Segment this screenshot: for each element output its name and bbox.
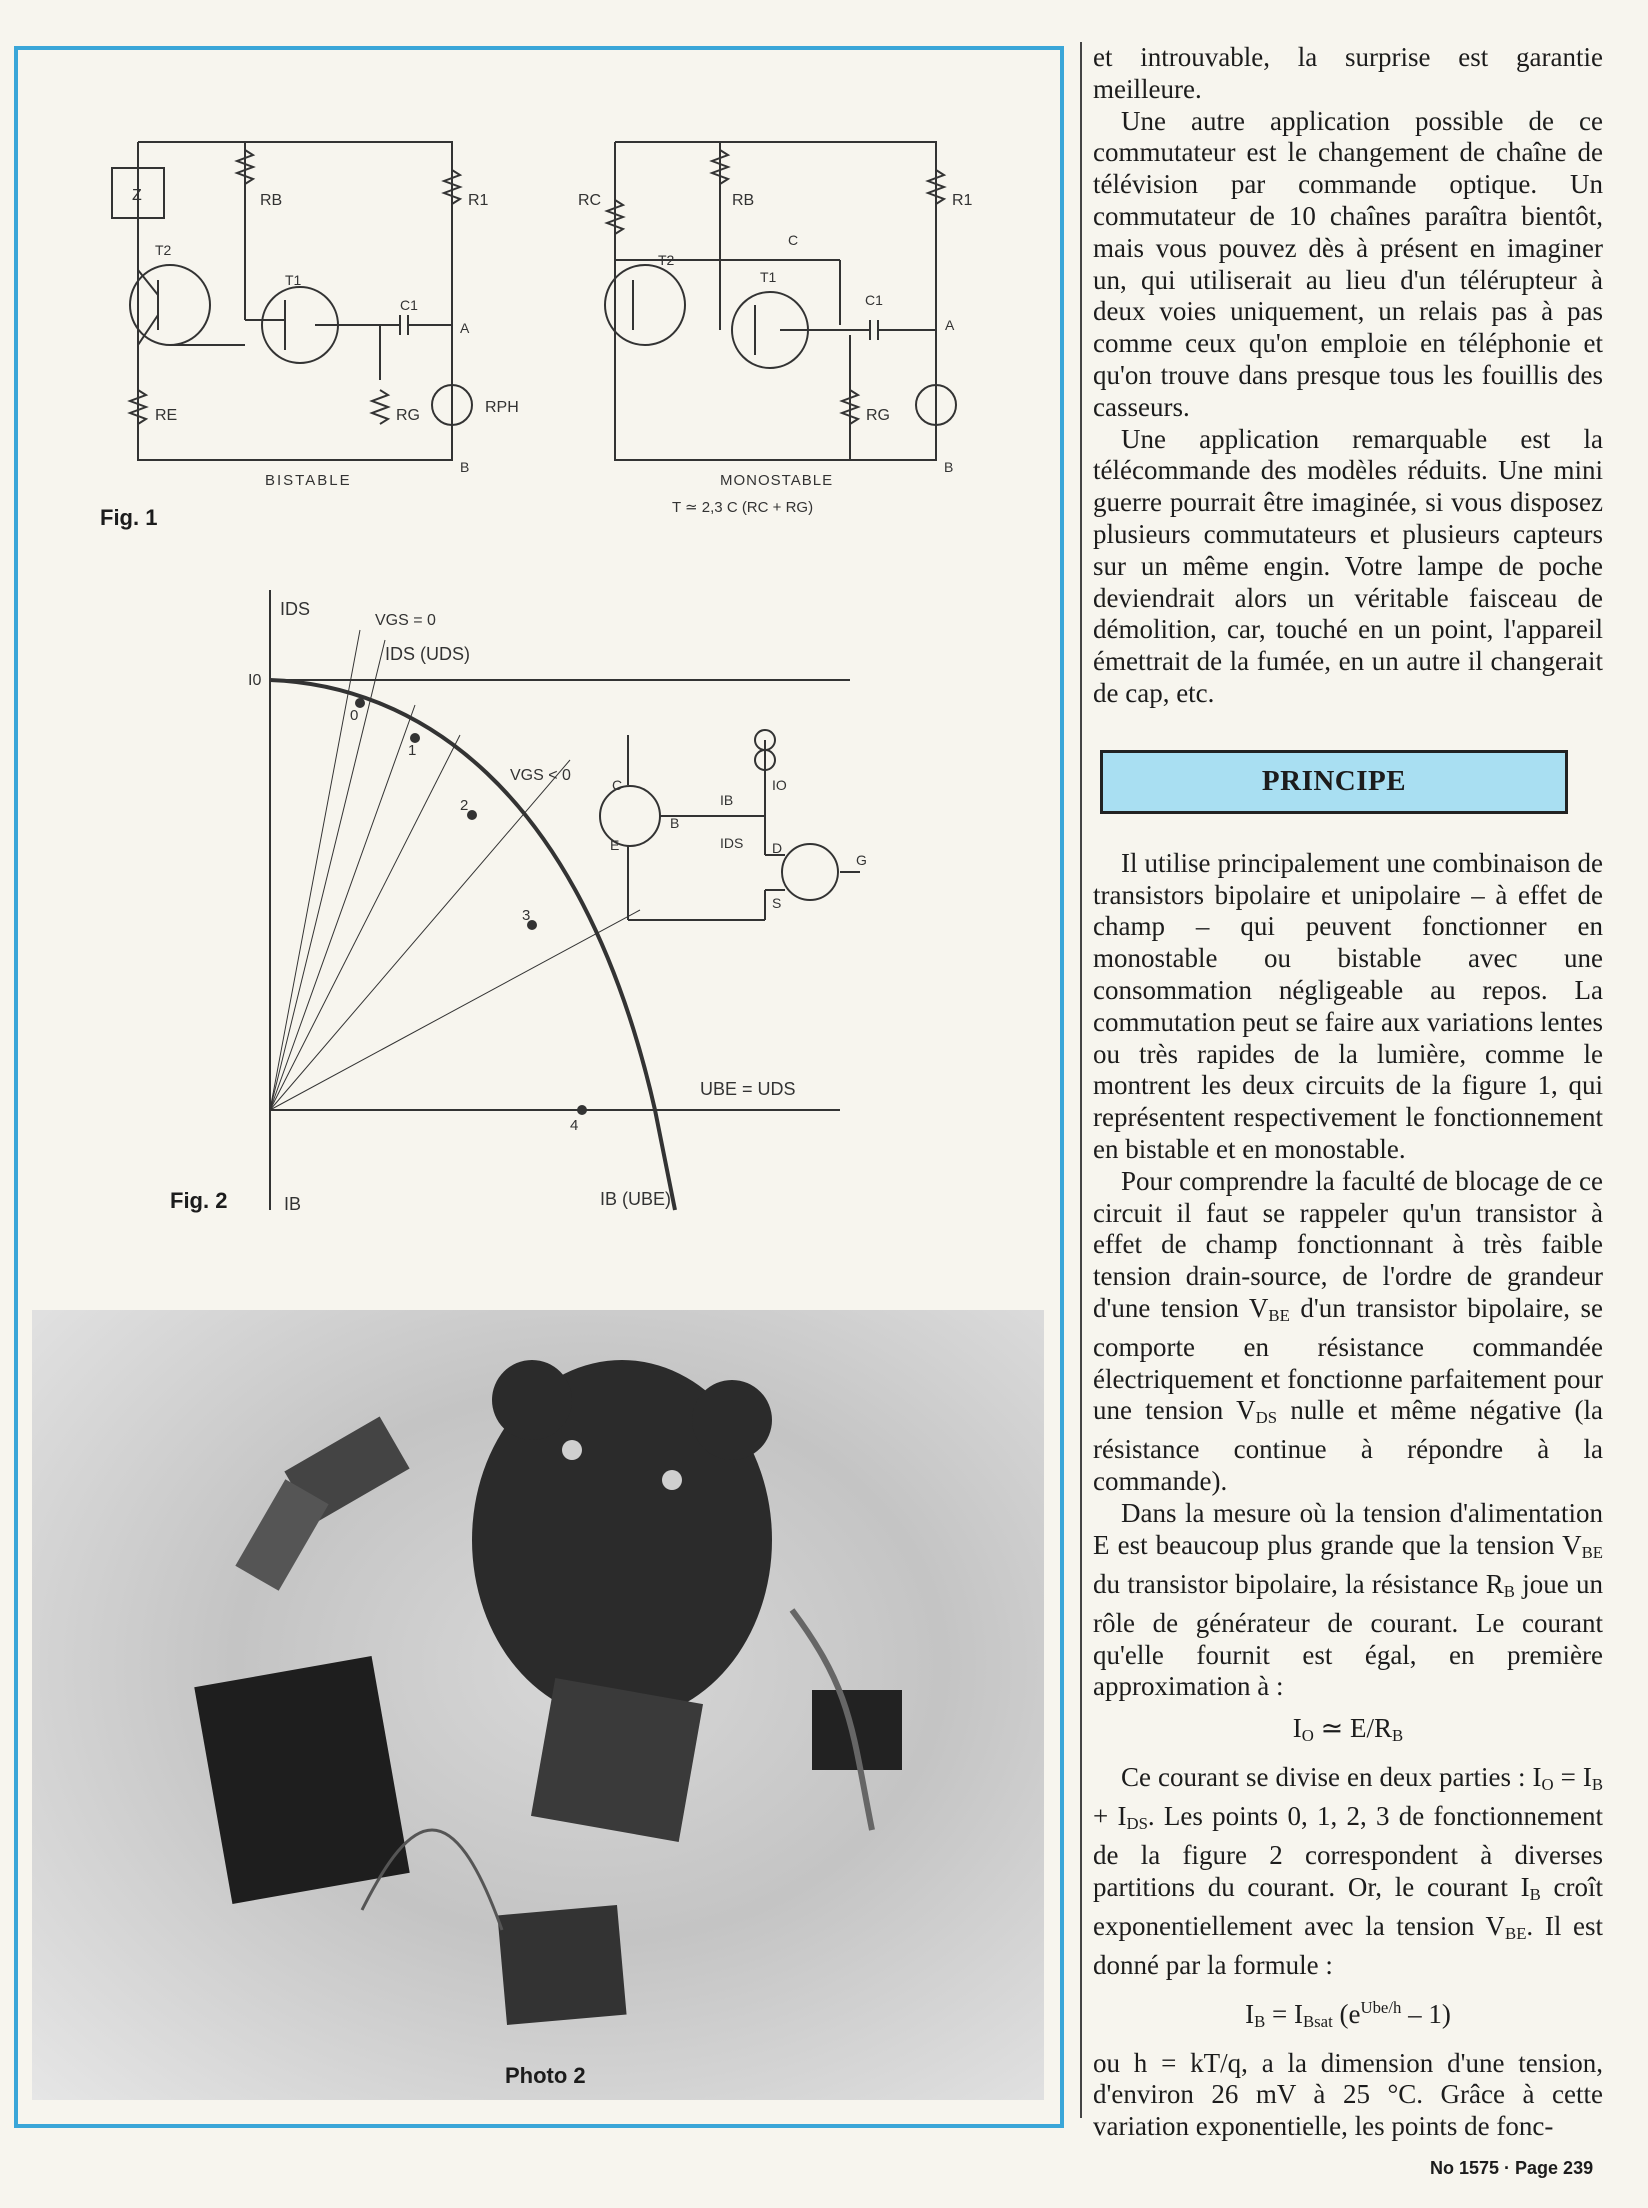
svg-text:IO: IO <box>772 777 787 793</box>
svg-text:2: 2 <box>460 797 469 814</box>
svg-text:4: 4 <box>570 1117 579 1134</box>
figure-1-diagram <box>60 120 1020 540</box>
svg-text:RPH: RPH <box>485 399 519 416</box>
photo-drawing <box>32 1310 1044 2100</box>
svg-text:T1: T1 <box>760 269 777 285</box>
svg-text:T2: T2 <box>658 252 675 268</box>
svg-text:RE: RE <box>155 407 178 424</box>
paragraph: Pour comprendre la faculté de blocage de ce circuit il faut se rappeler qu'un transistor à effet de champ fonctionnant à très faible tension drain-source, de l'ordre de grandeur d'une tension $V_{BE}$ d'un transistor bipolaire, se comporte en résistance commandée électriquement et fonctionne parfaitement pour une tension $V_{DS}$ nulle et même négative (la résistance continue à répondre à la commande). <box>1093 1165 1603 1497</box>
formula: $I_B = I_{Bsat}$ $(e^{Ube/h} - 1)$ <box>1245 1997 1451 2031</box>
paragraph: Il utilise principalement une combinaison de transistors bipolaire et unipolaire – à effet de champ – qui peuvent fonctionner en monostable ou bistable avec une consommation négligeable au repos. La commutation peut se faire aux variations lentes ou très rapides de la lumière, comme le montrent les deux circuits de la figure 1, qui représentent respectivement le fonctionnement en bistable et en monostable. <box>1093 847 1603 1164</box>
svg-text:BISTABLE: BISTABLE <box>265 472 352 489</box>
svg-text:E: E <box>610 837 620 853</box>
svg-text:RB: RB <box>260 192 283 209</box>
paragraph: Ce courant se divise en deux parties : $I_O = I_B + I_{DS}$. Les points 0, 1, 2, 3 de fonctionnement de la figure 2 correspondent à diverses partitions du courant. Or, le courant $I_B$ croît exponentiellement avec la tension $V_{BE}$. Il est donné par la formule : <box>1093 1762 1603 1980</box>
paragraph: Dans la mesure où la tension d'alimentation E est beaucoup plus grande que la tension $V_{BE}$ du transistor bipolaire, la résistance $R_B$ joue un rôle de générateur de courant. Le courant qu'elle fournit est égal, en première approximation à : <box>1093 1498 1603 1702</box>
article-column <box>1093 42 1603 2143</box>
svg-text:IB: IB <box>720 792 734 808</box>
svg-text:IDS: IDS <box>720 835 744 851</box>
svg-text:RG: RG <box>396 407 420 424</box>
svg-text:RG: RG <box>866 407 890 424</box>
svg-text:A: A <box>460 320 470 336</box>
svg-text:C1: C1 <box>400 297 418 313</box>
svg-text:VGS < 0: VGS < 0 <box>510 767 571 784</box>
formula: $I_O$ ≃ $E/R_B$ <box>1292 1713 1404 1746</box>
photo-caption: Photo 2 <box>505 2063 586 2088</box>
svg-text:G: G <box>856 852 867 868</box>
page-footer: No 1575 · Page 239 <box>1430 2158 1594 2178</box>
svg-text:C: C <box>612 777 623 793</box>
column-rule <box>1080 42 1082 2118</box>
svg-text:IDS: IDS <box>280 599 311 619</box>
paragraph: ou h = kT/q, a la dimension d'une tension, d'environ 26 mV à 25 °C. Grâce à cette variation exponentielle, les points de fonc- <box>1093 2047 1603 2142</box>
svg-text:UBE = UDS: UBE = UDS <box>700 1079 796 1099</box>
paragraph: et introuvable, la surprise est garantie meilleure. <box>1093 42 1603 104</box>
svg-text:IB: IB <box>284 1194 302 1214</box>
svg-text:VGS = 0: VGS = 0 <box>375 612 436 629</box>
paragraph: Une application remarquable est la télécommande des modèles réduits. Une mini guerre pourrait être imaginée, si vous disposez plusieurs commutateurs et plusieurs capteurs sur un même engin. Votre lampe de poche deviendrait alors un véritable faisceau de démolition, car, touché en un point, l'appareil émettrait de la fumée, en un autre il changerait de cap, etc. <box>1093 423 1603 708</box>
fig2-caption: Fig. 2 <box>170 1188 228 1213</box>
photo-2 <box>32 1310 1044 2100</box>
svg-text:0: 0 <box>350 707 359 724</box>
svg-text:1: 1 <box>408 742 417 759</box>
svg-text:I0: I0 <box>248 672 262 689</box>
svg-text:R1: R1 <box>468 192 489 209</box>
svg-text:B: B <box>944 459 954 475</box>
fig1-caption: Fig. 1 <box>100 505 158 530</box>
svg-text:Z: Z <box>132 187 142 204</box>
svg-text:IDS (UDS): IDS (UDS) <box>385 644 470 664</box>
svg-text:3: 3 <box>522 907 531 924</box>
svg-text:T2: T2 <box>155 242 172 258</box>
svg-text:RB: RB <box>732 192 755 209</box>
figure-2-diagram <box>160 590 920 1230</box>
svg-text:B: B <box>460 459 470 475</box>
svg-text:B: B <box>670 815 680 831</box>
paragraph: Une autre application possible de ce commutateur est le changement de chaîne de télévision par commande optique. Un commutateur de 10 chaînes paraîtra bientôt, mais vous pouvez dès à présent en imaginer un, qui utiliserait au lieu d'un télérupteur à deux voies uniquement, un relais pas à pas comme ceux qu'on emploie en téléphonie et qu'on trouve dans presque tous les fouillis des casseurs. <box>1093 105 1603 422</box>
svg-text:C: C <box>788 232 799 248</box>
svg-text:C1: C1 <box>865 292 883 308</box>
svg-text:A: A <box>945 317 955 333</box>
svg-text:T1: T1 <box>285 272 302 288</box>
svg-text:RC: RC <box>578 192 602 209</box>
svg-text:R1: R1 <box>952 192 973 209</box>
svg-text:D: D <box>772 840 783 856</box>
section-heading: PRINCIPE <box>1100 750 1568 814</box>
svg-text:S: S <box>772 895 782 911</box>
svg-text:T ≃ 2,3 C (RC + RG): T ≃ 2,3 C (RC + RG) <box>672 499 814 516</box>
svg-text:MONOSTABLE: MONOSTABLE <box>720 472 834 489</box>
svg-text:IB (UBE): IB (UBE) <box>600 1189 672 1209</box>
